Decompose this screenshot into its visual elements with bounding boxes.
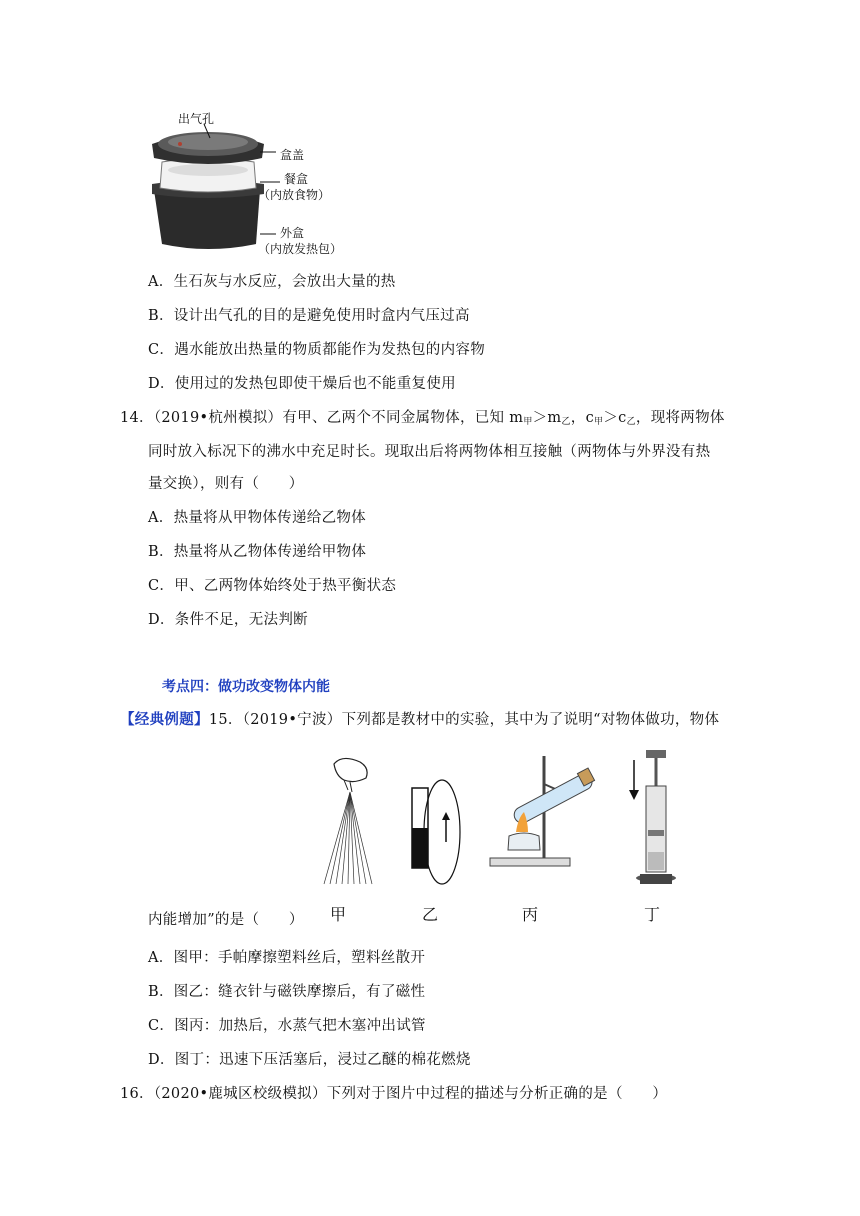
q14-sub-jia: 甲 xyxy=(523,417,533,427)
pot-label-lid: 盒盖 xyxy=(280,148,305,162)
q15-option-c: C．图丙：加热后，水蒸气把木塞冲出试管 xyxy=(148,1018,426,1034)
q14-option-c: C．甲、乙两物体始终处于热平衡状态 xyxy=(148,578,397,594)
pot-label-outer-note: （内放发热包） xyxy=(258,242,343,256)
q13-option-d: D．使用过的发热包即使干燥后也不能重复使用 xyxy=(148,376,456,392)
figure-ding-fire-syringe xyxy=(618,748,688,892)
q14-stem-line-1 xyxy=(120,406,725,427)
figure-label-jia: 甲 xyxy=(330,905,347,924)
q14-stem-part-3: ，现将两物体 xyxy=(635,410,725,426)
pot-label-box: 餐盒 xyxy=(284,172,309,186)
experiment-figures xyxy=(300,748,700,924)
q14-option-b: B．热量将从乙物体传递给甲物体 xyxy=(148,544,367,560)
q15-tag: 【经典例题】 xyxy=(120,712,209,728)
figure-bing-test-tube xyxy=(484,752,604,872)
q14-sub-yi-2: 乙 xyxy=(626,417,636,427)
pot-label-outer: 外盒 xyxy=(280,226,305,240)
section-heading: 考点四：做功改变物体内能 xyxy=(162,679,330,695)
q13-option-a: A．生石灰与水反应，会放出大量的热 xyxy=(148,274,396,290)
q14-option-d: D．条件不足，无法判断 xyxy=(148,612,308,628)
q15-stem-text: 15．（2019•宁波）下列都是教材中的实验，其中为了说明“对物体做功，物体 xyxy=(208,712,720,728)
q15-option-d: D．图丁：迅速下压活塞后，浸过乙醚的棉花燃烧 xyxy=(148,1052,471,1068)
pot-label-vent: 出气孔 xyxy=(178,112,215,126)
q15-stem-line-1 xyxy=(120,708,719,729)
self-heating-pot-figure xyxy=(148,104,388,256)
q15-option-a: A．图甲：手帕摩擦塑料丝后，塑料丝散开 xyxy=(148,950,426,966)
figure-label-ding: 丁 xyxy=(644,905,661,924)
pot-label-box-note: （内放食物） xyxy=(258,188,331,202)
q14-stem-part-1: 14．（2019•杭州模拟）有甲、乙两个不同金属物体，已知 m xyxy=(120,410,524,426)
q14-sub-jia-2: 甲 xyxy=(594,417,604,427)
q14-stem-line-3: 量交换），则有（ ） xyxy=(148,476,304,492)
q13-option-c: C．遇水能放出热量的物质都能作为发热包的内容物 xyxy=(148,342,485,358)
q15-option-b: B．图乙：缝衣针与磁铁摩擦后，有了磁性 xyxy=(148,984,426,1000)
figure-label-yi: 乙 xyxy=(422,905,439,924)
q14-sub-yi: 乙 xyxy=(561,417,571,427)
figure-label-bing: 丙 xyxy=(522,905,539,924)
q14-stem-part-2: ，c xyxy=(570,410,595,426)
figure-yi-magnet-needle xyxy=(408,778,468,888)
q14-gt-2: ＞c xyxy=(603,410,627,426)
q14-stem-line-2: 同时放入标况下的沸水中充足时长。现取出后将两物体相互接触（两物体与外界没有热 xyxy=(148,444,711,460)
q14-option-a: A．热量将从甲物体传递给乙物体 xyxy=(148,510,366,526)
q15-stem-line-2: 内能增加”的是（ ） xyxy=(148,912,304,928)
q14-gt: ＞m xyxy=(532,410,562,426)
q13-option-b: B．设计出气孔的目的是避免使用时盒内气压过高 xyxy=(148,308,470,324)
q16-stem-line-1: 16．（2020•鹿城区校级模拟）下列对于图片中过程的描述与分析正确的是（ ） xyxy=(120,1086,668,1102)
figure-jia-plastic-strands xyxy=(320,750,380,890)
